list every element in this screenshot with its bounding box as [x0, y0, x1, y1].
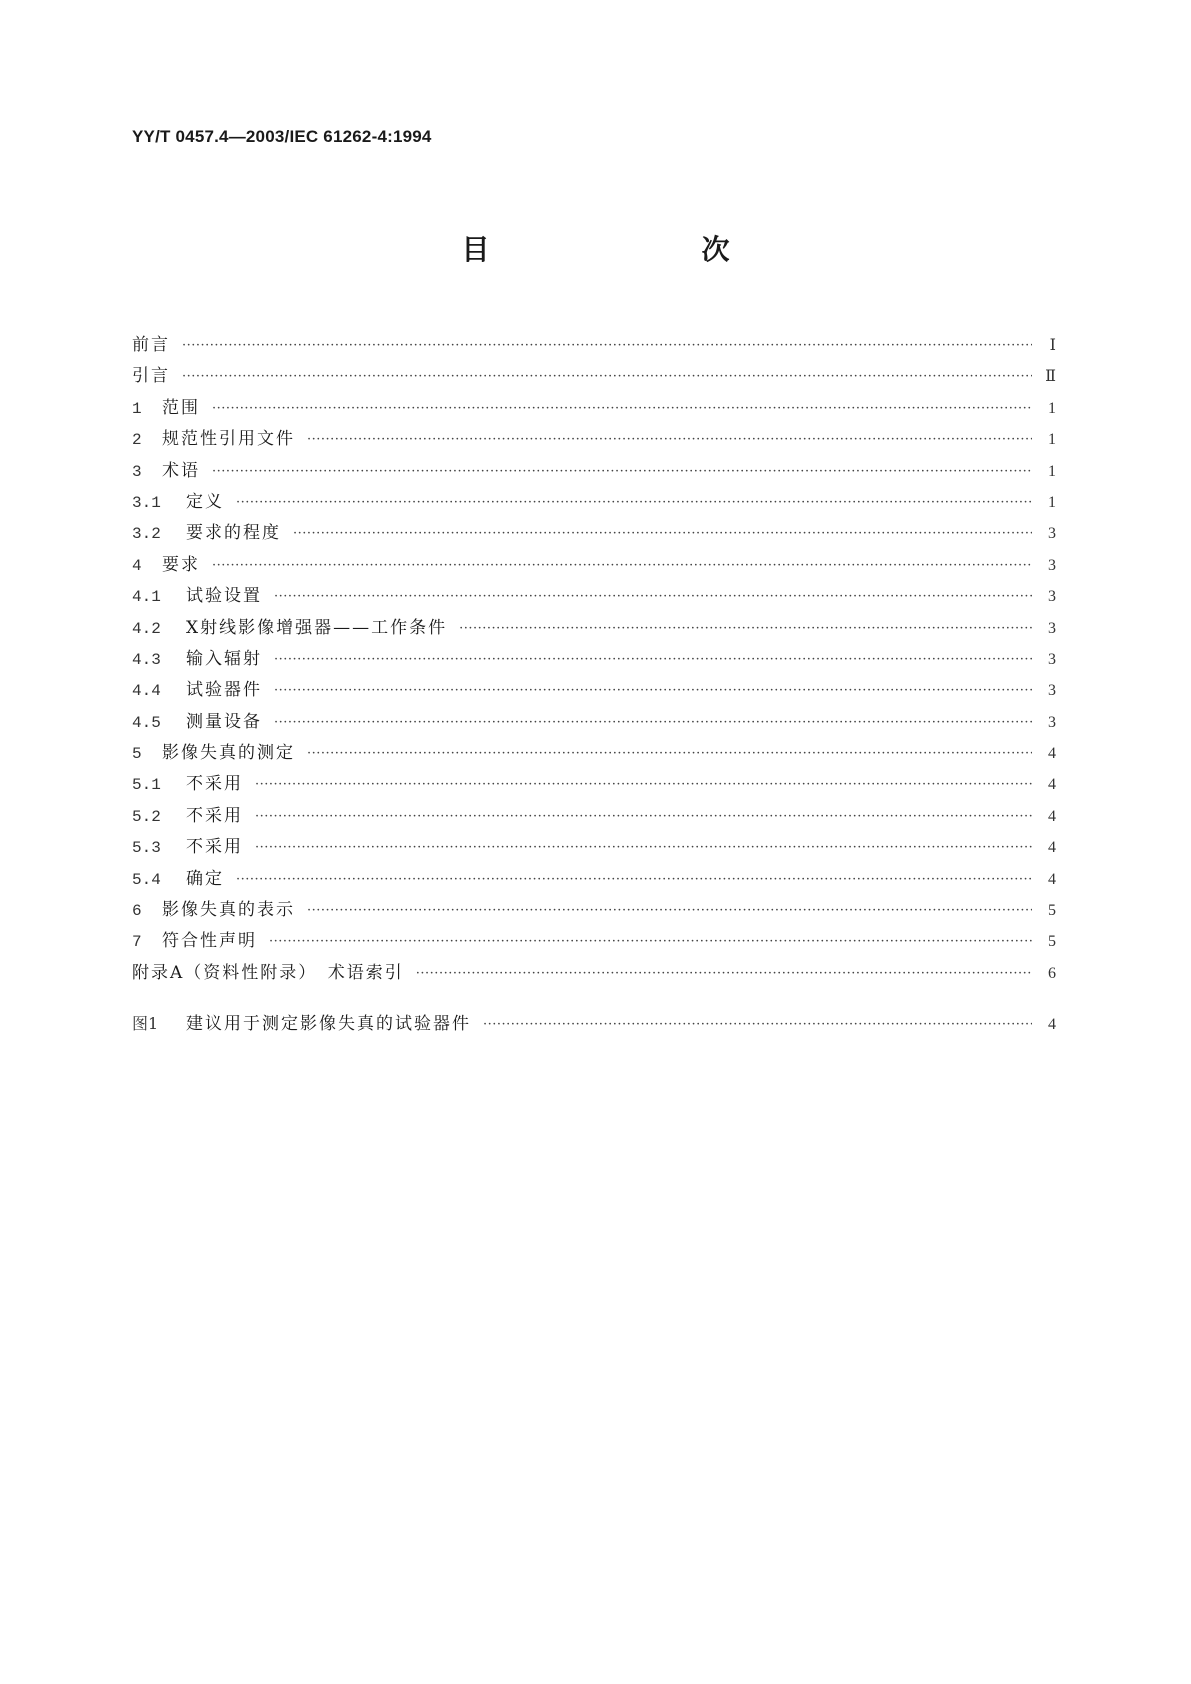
figure-entry[interactable] — [132, 1009, 1056, 1040]
toc-entry-page: 4 — [1048, 870, 1056, 888]
dot-leader — [307, 432, 1032, 447]
figure-entries — [132, 1009, 1056, 1040]
toc-entry-page: 3 — [1048, 619, 1056, 637]
toc-entry-number: 5.3 — [132, 839, 161, 858]
dot-leader — [416, 966, 1032, 981]
toc-entry-page: 1 — [1048, 399, 1056, 417]
toc-entry-title: 符合性声明 — [162, 931, 257, 952]
toc-entry[interactable] — [132, 613, 1056, 644]
toc-entry-number: 4 — [132, 556, 142, 575]
dot-leader — [212, 558, 1032, 573]
toc-entry-title: 不采用 — [186, 837, 243, 858]
toc-entry-title: 影像失真的测定 — [162, 743, 295, 764]
toc-entry-page: 4 — [1048, 776, 1056, 794]
toc-entry-title: 建议用于测定影像失真的试验器件 — [186, 1014, 471, 1035]
toc-entry[interactable] — [132, 769, 1056, 800]
toc-entry[interactable] — [132, 424, 1056, 455]
toc-entry-page: 3 — [1048, 713, 1056, 731]
toc-entry-page: 3 — [1048, 556, 1056, 574]
toc-entry-number: 4.3 — [132, 650, 161, 669]
toc-entry-number: 2 — [132, 431, 142, 450]
toc-entry-number: 3 — [132, 462, 142, 481]
toc-entry-number: 5 — [132, 745, 142, 764]
dot-leader — [236, 495, 1032, 510]
toc-entry-page: 1 — [1048, 431, 1056, 449]
standard-code: YY/T 0457.4—2003/IEC 61262-4:1994 — [132, 127, 432, 146]
toc-entry[interactable] — [132, 801, 1056, 832]
toc-entry-page: 3 — [1048, 588, 1056, 606]
toc-entry-title: 定义 — [186, 491, 224, 512]
toc-entry[interactable] — [132, 707, 1056, 738]
dot-leader — [274, 683, 1032, 698]
toc-entry[interactable] — [132, 832, 1056, 863]
toc-entries — [132, 330, 1056, 989]
dot-leader — [274, 715, 1032, 730]
toc-entry[interactable] — [132, 487, 1056, 518]
toc-entry-title: 要求的程度 — [186, 523, 281, 544]
dot-leader — [307, 746, 1032, 761]
dot-leader — [182, 369, 1032, 384]
toc-entry-title: 输入辐射 — [186, 648, 262, 669]
toc-entry-number: 4.5 — [132, 713, 161, 732]
toc-entry[interactable] — [132, 456, 1056, 487]
toc-entry-title: 范围 — [162, 397, 200, 418]
toc-entry[interactable] — [132, 581, 1056, 612]
toc-entry-title: 规范性引用文件 — [162, 429, 295, 450]
dot-leader — [274, 652, 1032, 667]
toc-entry-number: 4.4 — [132, 682, 161, 701]
dot-leader — [274, 589, 1032, 604]
toc-entry[interactable] — [132, 926, 1056, 957]
dot-leader — [255, 809, 1032, 824]
toc-entry-title: X射线影像增强器——工作条件 — [186, 617, 448, 638]
toc-entry-page: 1 — [1048, 493, 1056, 511]
toc-entry-title: 不采用 — [186, 805, 243, 826]
toc-entry-page: Ⅰ — [1049, 337, 1056, 354]
toc-entry-page: 3 — [1048, 682, 1056, 700]
toc-entry[interactable] — [132, 550, 1056, 581]
toc-entry-title: 影像失真的表示 — [162, 900, 295, 921]
toc-entry[interactable] — [132, 895, 1056, 926]
toc-entry-page: 3 — [1048, 650, 1056, 668]
dot-leader — [307, 903, 1032, 918]
table-of-contents — [132, 330, 1056, 1041]
dot-leader — [255, 840, 1032, 855]
dot-leader — [212, 464, 1032, 479]
dot-leader — [293, 526, 1032, 541]
toc-entry-title: 术语 — [162, 460, 200, 481]
toc-entry-page: 6 — [1048, 964, 1056, 982]
toc-entry[interactable] — [132, 518, 1056, 549]
toc-entry-page: 5 — [1048, 933, 1056, 951]
toc-entry[interactable] — [132, 675, 1056, 706]
dot-leader — [255, 777, 1032, 792]
toc-entry[interactable] — [132, 644, 1056, 675]
toc-entry-number: 5.1 — [132, 776, 161, 795]
toc-entry-page: 4 — [1048, 1016, 1056, 1034]
toc-entry-title: 试验设置 — [186, 586, 262, 607]
toc-entry-title: 试验器件 — [186, 680, 262, 701]
toc-entry-title: 测量设备 — [186, 711, 262, 732]
dot-leader — [212, 401, 1032, 416]
toc-entry-page: 4 — [1048, 839, 1056, 857]
toc-entry[interactable] — [132, 393, 1056, 424]
toc-entry-page: 3 — [1048, 525, 1056, 543]
toc-entry[interactable] — [132, 864, 1056, 895]
toc-entry-page: 4 — [1048, 807, 1056, 825]
toc-entry[interactable] — [132, 738, 1056, 769]
toc-entry-number: 3.2 — [132, 525, 161, 544]
toc-entry[interactable] — [132, 958, 1056, 989]
toc-entry-number: 5.4 — [132, 870, 161, 889]
toc-entry-number: 6 — [132, 902, 142, 921]
dot-leader — [483, 1017, 1032, 1032]
toc-entry-page: 4 — [1048, 745, 1056, 763]
toc-entry[interactable] — [132, 330, 1056, 361]
page-title: 目 次 — [461, 233, 782, 266]
toc-entry-title: 前言 — [132, 335, 170, 355]
toc-entry-title: 附录A（资料性附录） 术语索引 — [132, 962, 404, 983]
dot-leader — [459, 621, 1032, 636]
toc-entry-number: 图1 — [132, 1014, 159, 1034]
toc-entry-number: 4.1 — [132, 588, 161, 607]
toc-entry-title: 不采用 — [186, 774, 243, 795]
toc-entry-title: 确定 — [186, 868, 224, 889]
toc-entry-number: 7 — [132, 933, 142, 952]
toc-entry-title: 要求 — [162, 554, 200, 575]
toc-entry-number: 3.1 — [132, 493, 161, 512]
dot-leader — [236, 872, 1032, 887]
toc-entry-number: 5.2 — [132, 807, 161, 826]
toc-entry-number: 4.2 — [132, 619, 161, 638]
dot-leader — [269, 934, 1032, 949]
toc-gap — [132, 989, 1056, 1009]
toc-entry[interactable] — [132, 361, 1056, 392]
toc-entry-title: 引言 — [132, 366, 170, 387]
toc-entry-number: 1 — [132, 399, 142, 418]
dot-leader — [182, 338, 1032, 353]
toc-entry-page: 1 — [1048, 462, 1056, 480]
toc-entry-page: Ⅱ — [1045, 368, 1056, 386]
toc-entry-page: 5 — [1048, 902, 1056, 920]
